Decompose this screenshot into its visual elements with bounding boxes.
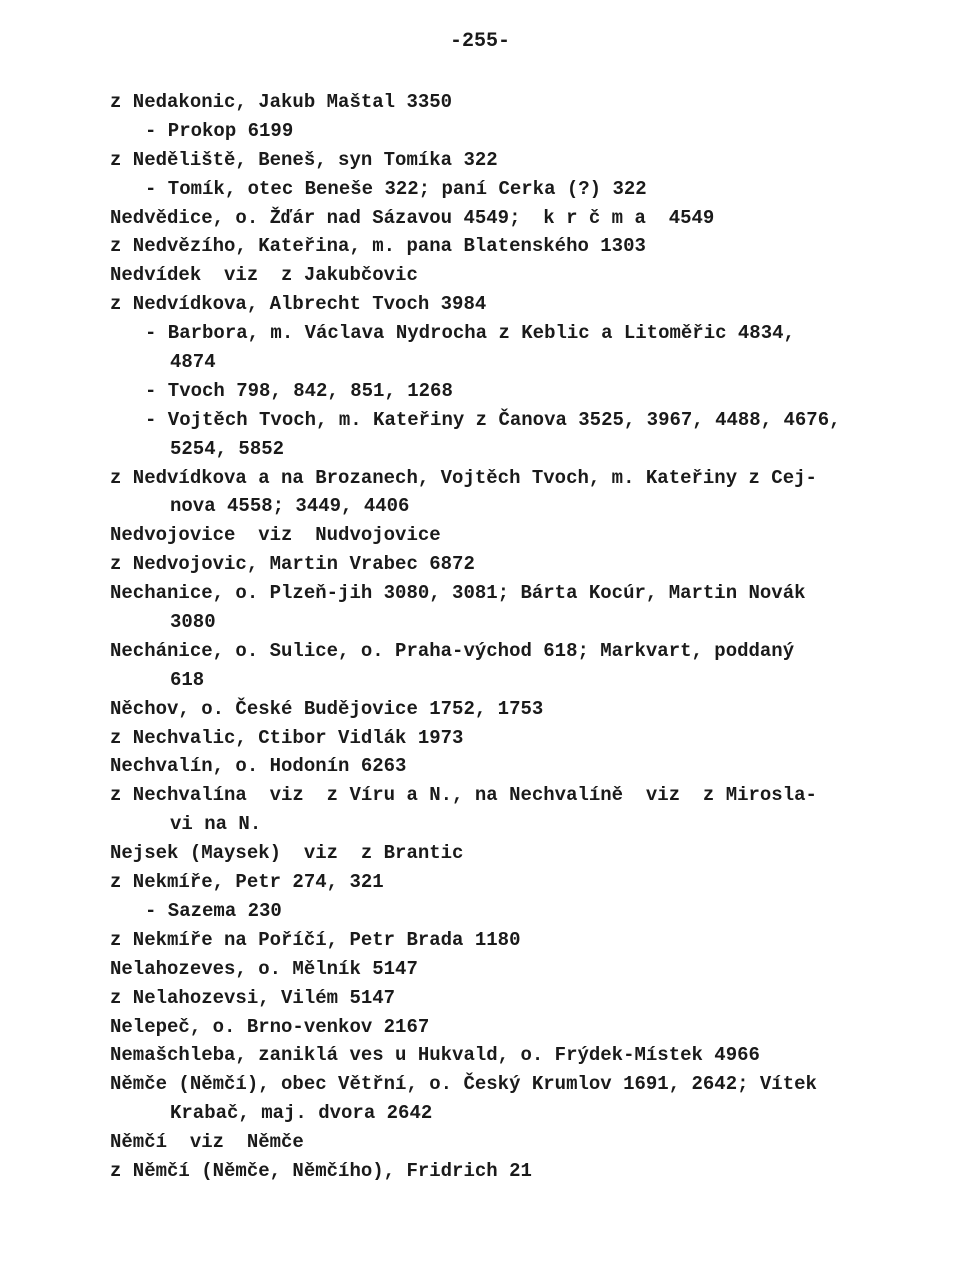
- index-entry-line: - Prokop 6199: [145, 119, 294, 142]
- index-entry-line: Němčí viz Němče: [110, 1131, 304, 1154]
- index-entry-line: Něchov, o. České Budějovice 1752, 1753: [110, 697, 544, 720]
- index-entry-line: z Němčí (Němče, Němčího), Fridrich 21: [110, 1159, 532, 1182]
- index-entry-line: - Tvoch 798, 842, 851, 1268: [145, 379, 453, 402]
- index-entry-line: Krabač, maj. dvora 2642: [170, 1102, 433, 1125]
- index-entry-line: z Nedakonic, Jakub Maštal 3350: [110, 91, 453, 113]
- index-entry-line: Nedvídek viz z Jakubčovic: [110, 264, 418, 287]
- index-entry-line: Němče (Němčí), obec Větřní, o. Český Krumlov 1691, 2642; Vítek: [110, 1073, 817, 1096]
- index-entry-line: z Neděliště, Beneš, syn Tomíka 322: [110, 148, 498, 171]
- index-entry-line: Nedvědice, o. Žďár nad Sázavou 4549; k r č m a 4549: [110, 206, 715, 229]
- index-entry-line: z Nekmíře na Poříčí, Petr Brada 1180: [110, 928, 521, 951]
- index-entry-line: 5254, 5852: [170, 437, 285, 460]
- index-entry-line: - Vojtěch Tvoch, m. Kateřiny z Čanova 3525, 3967, 4488, 4676,: [145, 408, 841, 431]
- index-entry-line: z Nelahozevsi, Vilém 5147: [110, 986, 396, 1009]
- index-entry-line: z Nedvídkova, Albrecht Tvoch 3984: [110, 293, 487, 316]
- index-entry-line: z Nechvalína viz z Víru a N., na Nechvalíně viz z Mirosla-: [110, 784, 817, 807]
- index-entry-line: - Barbora, m. Václava Nydrocha z Keblic a Litoměřic 4834,: [145, 322, 795, 345]
- index-entry-line: 4874: [170, 351, 216, 374]
- index-entry-line: Nelahozeves, o. Mělník 5147: [110, 957, 418, 980]
- index-entry-line: Nelepeč, o. Brno-venkov 2167: [110, 1015, 430, 1038]
- index-entry-line: vi na N.: [170, 813, 262, 836]
- index-entry-line: 3080: [170, 611, 216, 634]
- index-entry-line: z Nedvězího, Kateřina, m. pana Blatenského 1303: [110, 235, 646, 258]
- index-entries: [110, 88, 890, 1186]
- index-entry-line: z Nechvalic, Ctibor Vidlák 1973: [110, 726, 464, 749]
- index-entry-line: z Nedvídkova a na Brozanech, Vojtěch Tvoch, m. Kateřiny z Cej-: [110, 466, 817, 489]
- index-entry-line: z Nekmíře, Petr 274, 321: [110, 871, 384, 894]
- index-entry-line: Nechanice, o. Plzeň-jih 3080, 3081; Bárta Kocúr, Martin Novák: [110, 582, 806, 605]
- index-entry-line: 618: [170, 668, 205, 691]
- index-entry-line: - Sazema 230: [145, 899, 282, 922]
- page-number: -255-: [449, 30, 510, 53]
- index-entry-line: z Nedvojovic, Martin Vrabec 6872: [110, 553, 475, 576]
- index-entry-line: Nedvojovice viz Nudvojovice: [110, 524, 441, 547]
- index-entry-line: Nejsek (Maysek) viz z Brantic: [110, 842, 464, 865]
- index-entry-line: Nechvalín, o. Hodonín 6263: [110, 755, 407, 778]
- index-entry-line: Nemašchleba, zaniklá ves u Hukvald, o. Frýdek-Místek 4966: [110, 1044, 760, 1067]
- index-entry-line: - Tomík, otec Beneše 322; paní Cerka (?) 322: [145, 177, 647, 200]
- index-entry-line: Nechánice, o. Sulice, o. Praha-východ 618; Markvart, poddaný: [110, 639, 795, 662]
- index-entry-line: nova 4558; 3449, 4406: [170, 495, 410, 518]
